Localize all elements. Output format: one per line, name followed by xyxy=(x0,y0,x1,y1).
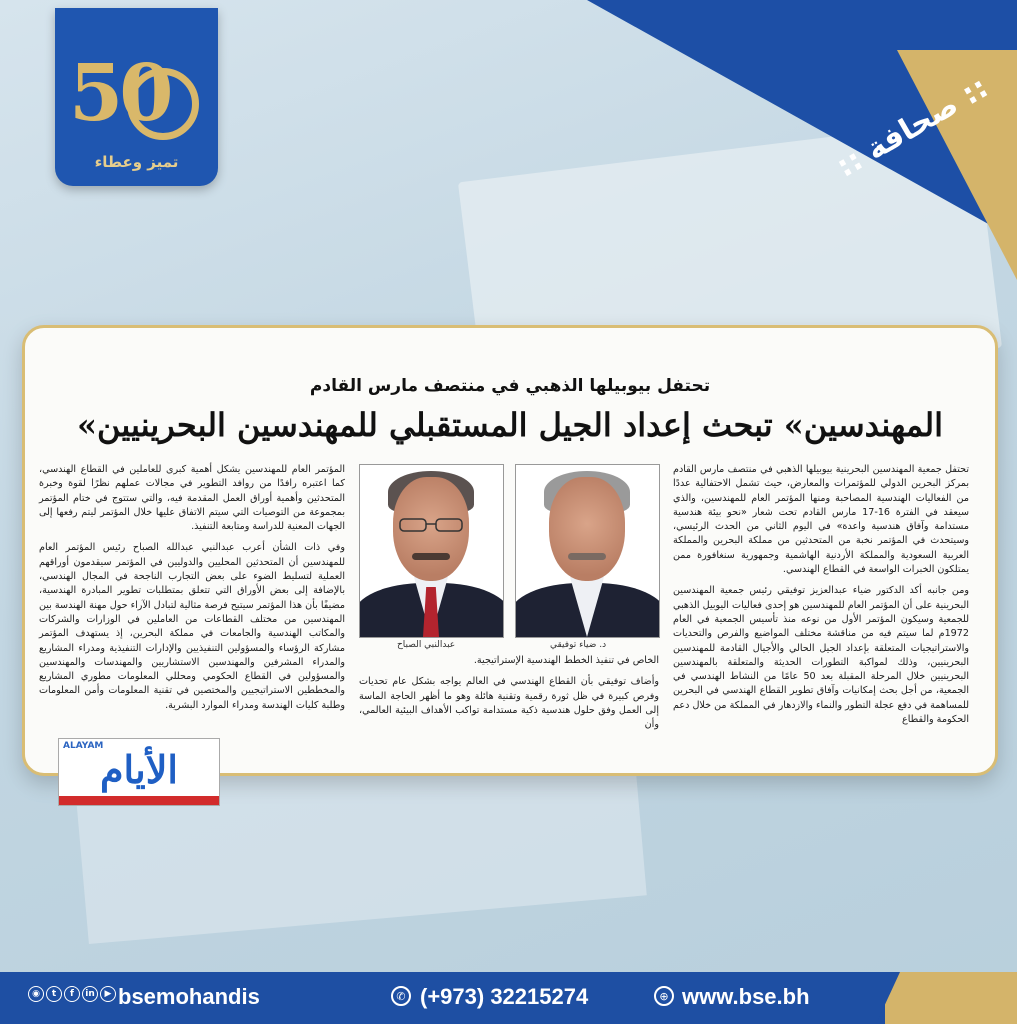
photo-caption-tawfiqi: د. ضياء توفيقي xyxy=(550,640,607,650)
photo-tawfiqi xyxy=(515,464,660,638)
photo-alsabbagh xyxy=(359,464,504,638)
youtube-icon[interactable]: ▶ xyxy=(100,986,116,1002)
article-card xyxy=(22,325,998,776)
newspaper-name: الأيام xyxy=(100,747,178,792)
phone-number[interactable]: (+973) 32215274 xyxy=(420,984,589,1009)
photo-caption-alsabbagh: عبدالنبي الصباح xyxy=(397,640,456,650)
logo-number: 50 xyxy=(69,48,170,139)
facebook-icon[interactable]: f xyxy=(64,986,80,1002)
footer-gold-block xyxy=(885,972,1017,1024)
photo-glasses xyxy=(398,517,464,533)
section-badge xyxy=(597,0,1017,240)
photo-mustache xyxy=(412,553,450,560)
paragraph: تحتفل جمعية المهندسين البحرينية بيوبيلها الذهبي في منتصف مارس القادم بمركز البحرين الدولي للمؤتمرات والمعارض، حيث تشمل الاحتفالية عددًا من الفعاليات الهندسية المصاحبة ومنها المؤتمر العام للمهندسين، والذي سيعقد في الفترة 16-17 مارس القادم تحت شعار «نحو بيئة هندسية مستدامة وآفاق هندسية واعدة» في اليوم الثاني من الحدث الرئيسي، وسيتحدث في المؤتمر نخبة من المتحدثين من مملكة البحرين والمملكة العربية السعودية والمملكة الأردنية الهاشمية وجمهورية سنغافورة ممن يمتلكون الخبرات الواسعة في القطاع الهندسي. xyxy=(673,464,969,576)
linkedin-icon[interactable]: in xyxy=(82,986,98,1002)
article-column-middle xyxy=(359,654,659,739)
logo-tagline: تميز وعطاء xyxy=(94,153,179,171)
section-label: :: صحافة :: xyxy=(830,70,995,185)
social-icons xyxy=(28,986,116,1002)
twitter-icon[interactable]: t xyxy=(46,986,62,1002)
whatsapp-icon: ✆ xyxy=(391,986,411,1006)
article-headline: «المهندسين» تبحث إعداد الجيل المستقبلي للمهندسين البحرينيين xyxy=(77,406,943,444)
anniversary-logo xyxy=(55,8,218,186)
globe-icon: ⊕ xyxy=(654,986,674,1006)
snapchat-icon[interactable]: ◉ xyxy=(28,986,44,1002)
newspaper-latin-name: ALAYAM xyxy=(63,741,104,751)
paragraph: المؤتمر العام للمهندسين يشكل أهمية كبرى للعاملين في القطاع الهندسي، كما اعتبره رافدًا من روافد التطوير في مجالات عملهم نظرًا لقوة وخبرة المتحدثين وأهمية أوراق العمل المقدمة فيه، والتي ستتوج في ختام المؤتمر بمجموعة من التوصيات التي سيتم الاتفاق عليها خلال المؤتمر ليتم رفعها إلى الجهات المعنية للدراسة ومتابعة التنفيذ. xyxy=(39,464,345,533)
website-link[interactable]: www.bse.bh xyxy=(682,984,810,1009)
article-kicker: تحتفل بيوبيلها الذهبي في منتصف مارس القادم xyxy=(309,376,711,396)
paragraph: ومن جانبه أكد الدكتور ضياء عبدالعزيز توفيقي رئيس جمعية المهندسين البحرينية على أن المؤتمر العام للمهندسين هو إحدى فعاليات اليوبيل الذهبي للجمعية وسيكون المؤتمر الأول من نوعه منذ تأسيس الجمعية في العام 1972م لما سيتم فيه من مناقشة مختلف المواضيع والفرص والتحديات والاستراتيجيات المتعلقة بإعداد الجيل الحالي والأجيال القادمة للمهندسين البحرينيين، وذلك لمواكبة التطورات الحديثة والمتعلقة بالمهندسين البحرينيين خلال المرحلة المقبلة بعد 50 عامًا من النشاط الهندسي في الجمعية، من أجل بحث إمكانيات وآفاق تطوير القطاع الهندسي في البحرين للمساهمة في دفع عجلة التطور والنماء والازدهار في المملكة من خلال دعم الحكومة والقطاع xyxy=(673,585,970,726)
paragraph: وفي ذات الشأن أعرب عبدالنبي عبدالله الصباح رئيس المؤتمر العام للمهندسين أن المتحدثين المحليين والدوليين في المؤتمر سيقدمون أوراقهم العملية لتسليط الضوء على بعض التجارب الناجحة في المجال الهندسي، بالإضافة إلى بعض الأوراق التي تتعلق بمتطلبات تطوير المبادرة الهندسية، مضيفًا بأن هذا المؤتمر سيتيح فرصة مثالية لتبادل الآراء حول مهنة الهندسة بين المهندسين من مختلف القطاعات من العاملين في الوزارات والشركات والمكاتب الهندسية والجامعات في مملكة البحرين، إذ يستهدف المؤتمر مشاركة الرؤساء والمسؤولين التنفيذيين والإدارات التنفيذية ومدراء المشاريع والمدراء المشرفين والمهندسين الاستشاريين والمهندسات والمهندسين والمسؤولين في القطاع الحكومي ومحللي المعلومات مطوري المشاريع والمخططين الاستراتيجيين والمختصين في تقنية المعلومات وأمن المعلومات وطلبة كليات الهندسة ومدراء الموارد البشرية. xyxy=(38,542,345,711)
social-handle[interactable]: bsemohandis xyxy=(118,984,260,1009)
logo-emblem xyxy=(127,68,199,140)
paragraph: الخاص في تنفيذ الخطط الهندسية الإستراتيجية. xyxy=(473,655,659,666)
newspaper-red-bar xyxy=(59,796,219,805)
newspaper-logo xyxy=(58,738,220,806)
photo-face xyxy=(549,477,625,581)
article-column-right xyxy=(673,463,969,734)
paragraph: وأضاف توفيقي بأن القطاع الهندسي في العالم يواجه بشكل عام تحديات وفرص كبيرة في ظل ثورة رقمية وتقنية هائلة وهو ما أظهر الحاجة الماسة إلى العمل وفق حلول هندسية ذكية مستدامة تواكب الأهداف البيئية العالمي، وأن xyxy=(359,676,659,731)
photo-mustache xyxy=(568,553,606,560)
article-column-left xyxy=(39,463,345,720)
